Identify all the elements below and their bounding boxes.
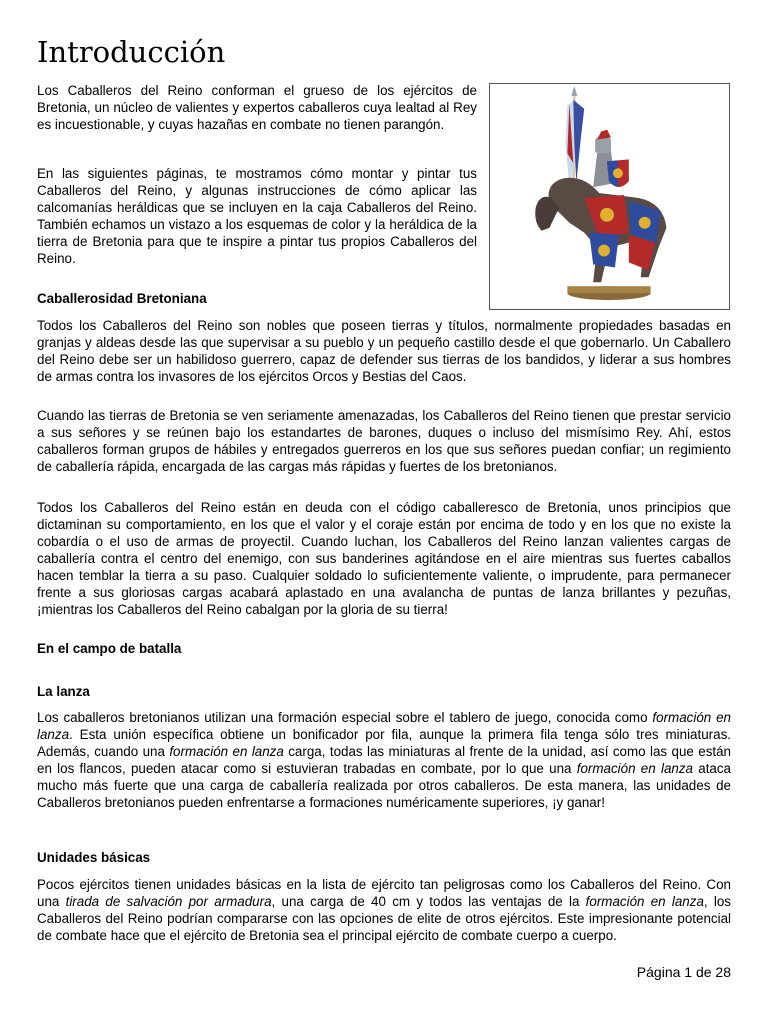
lanza-text-1: Los caballeros bretonianos utilizan una formación especial sobre el tablero de juego, conocida como — [37, 710, 653, 725]
section-heading-campo: En el campo de batalla — [37, 641, 182, 656]
unidades-emphasis-2: formación en lanza — [585, 894, 704, 909]
mounted-knight-miniature-icon — [490, 84, 729, 309]
knight-figure — [489, 83, 730, 310]
lanza-text-3: carga, todas las miniaturas al frente de la unidad, así como las que están en los flancos, pueden atacar como si estuvieran trabadas en combate, por lo que una — [37, 744, 732, 776]
intro-paragraph-2: En las siguientes páginas, te mostramos cómo montar y pintar tus Caballeros del Reino, y algunas instrucciones de cómo aplicar las calcomanías heráldicas que se incluyen en la caja Caballeros del Reino. También echamos un vistazo a los esquemas de color y la heráldica de la tierra de Bretonia para que te inspire a pintar tus propios Caballeros del Reino. — [37, 166, 477, 266]
unidades-paragraph — [37, 876, 731, 944]
lanza-paragraph — [37, 709, 731, 811]
unidades-text-2: , una carga de 40 cm y todos las ventajas de la — [271, 894, 586, 909]
section-heading-caballerosidad: Caballerosidad Bretoniana — [37, 291, 207, 306]
caballerosidad-paragraph-2: Cuando las tierras de Bretonia se ven seriamente amenazadas, los Caballeros del Reino tienen que prestar servicio a sus señores y se reúnen bajo los estandartes de barones, duques o incluso del mismísimo Rey. Ahí, estos caballeros forman grupos de hábiles y entregados guerreros en los que sus señores puedan confiar; un regimiento de caballería rápida, encargada de las cargas más rápidas y fuertes de los bretonianos. — [37, 408, 731, 474]
lanza-emphasis-1: formación en lanza — [37, 710, 731, 742]
unidades-emphasis-1: tirada de salvación por armadura — [65, 894, 272, 909]
page-title: Introducción — [37, 35, 226, 69]
section-heading-lanza: La lanza — [37, 684, 90, 699]
lanza-text-4: ataca mucho más fuerte que una carga de caballería realizada por otros caballeros. De esta manera, las unidades de Caballeros bretonianos pueden enfrentarse a formaciones numéricamente superiores, ¡y ganar! — [37, 761, 732, 810]
section-heading-unidades: Unidades básicas — [37, 850, 151, 865]
page-number: Página 1 de 28 — [636, 964, 731, 980]
unidades-text-1: Pocos ejércitos tienen unidades básicas en la lista de ejército tan peligrosas como los Caballeros del Reino. Con una — [37, 877, 731, 909]
unidades-text-3: , los Caballeros del Reino podrían compararse con las opciones de elite de otros ejércitos. Este impresionante potencial de combate hace que el ejército de Bretonia sea el principal ejército de combate cuerpo a cuerpo. — [37, 894, 732, 943]
caballerosidad-paragraph-1: Todos los Caballeros del Reino son nobles que poseen tierras y títulos, normalmente propiedades basadas en granjas y aldeas desde las que supervisar a su pueblo y un pequeño castillo desde el que gobernarlo. Un Caballero del Reino debe ser un habilidoso guerrero, capaz de defender sus tierras de los bandidos, y liderar a sus hombres de armas contra los invasores de los ejércitos Orcos y Bestias del Caos. — [37, 318, 731, 384]
lanza-emphasis-3: formación en lanza — [576, 761, 693, 776]
lanza-emphasis-2: formación en lanza — [169, 744, 284, 759]
lanza-text-2: . Esta unión específica obtiene un bonificador por fila, aunque la primera fila tenga sólo tres miniaturas. Además, cuando una — [37, 727, 731, 759]
intro-paragraph-1: Los Caballeros del Reino conforman el grueso de los ejércitos de Bretonia, un núcleo de valientes y expertos caballeros cuya lealtad al Rey es incuestionable, y cuyas hazañas en combate no tienen parangón. — [37, 83, 477, 132]
caballerosidad-paragraph-3: Todos los Caballeros del Reino están en deuda con el código caballeresco de Bretonia, unos principios que dictaminan su comportamiento, en los que el valor y el coraje están por encima de todo y en los que no existe la cobardía o el uso de armas de proyectil. Cuando luchan, los Caballeros del Reino lanzan valientes cargas de caballería contra el centro del enemigo, con sus banderines agitándose en el aire mientras sus fuertes caballos hacen temblar la tierra a su paso. Cualquier soldado lo suficientemente valiente, o imprudente, para permanecer frente a sus gloriosas cargas acabará aplastado en una avalancha de puntas de lanza brillantes y pezuñas, ¡mientras los Caballeros del Reino cabalgan por la gloria de su tierra! — [37, 500, 731, 617]
